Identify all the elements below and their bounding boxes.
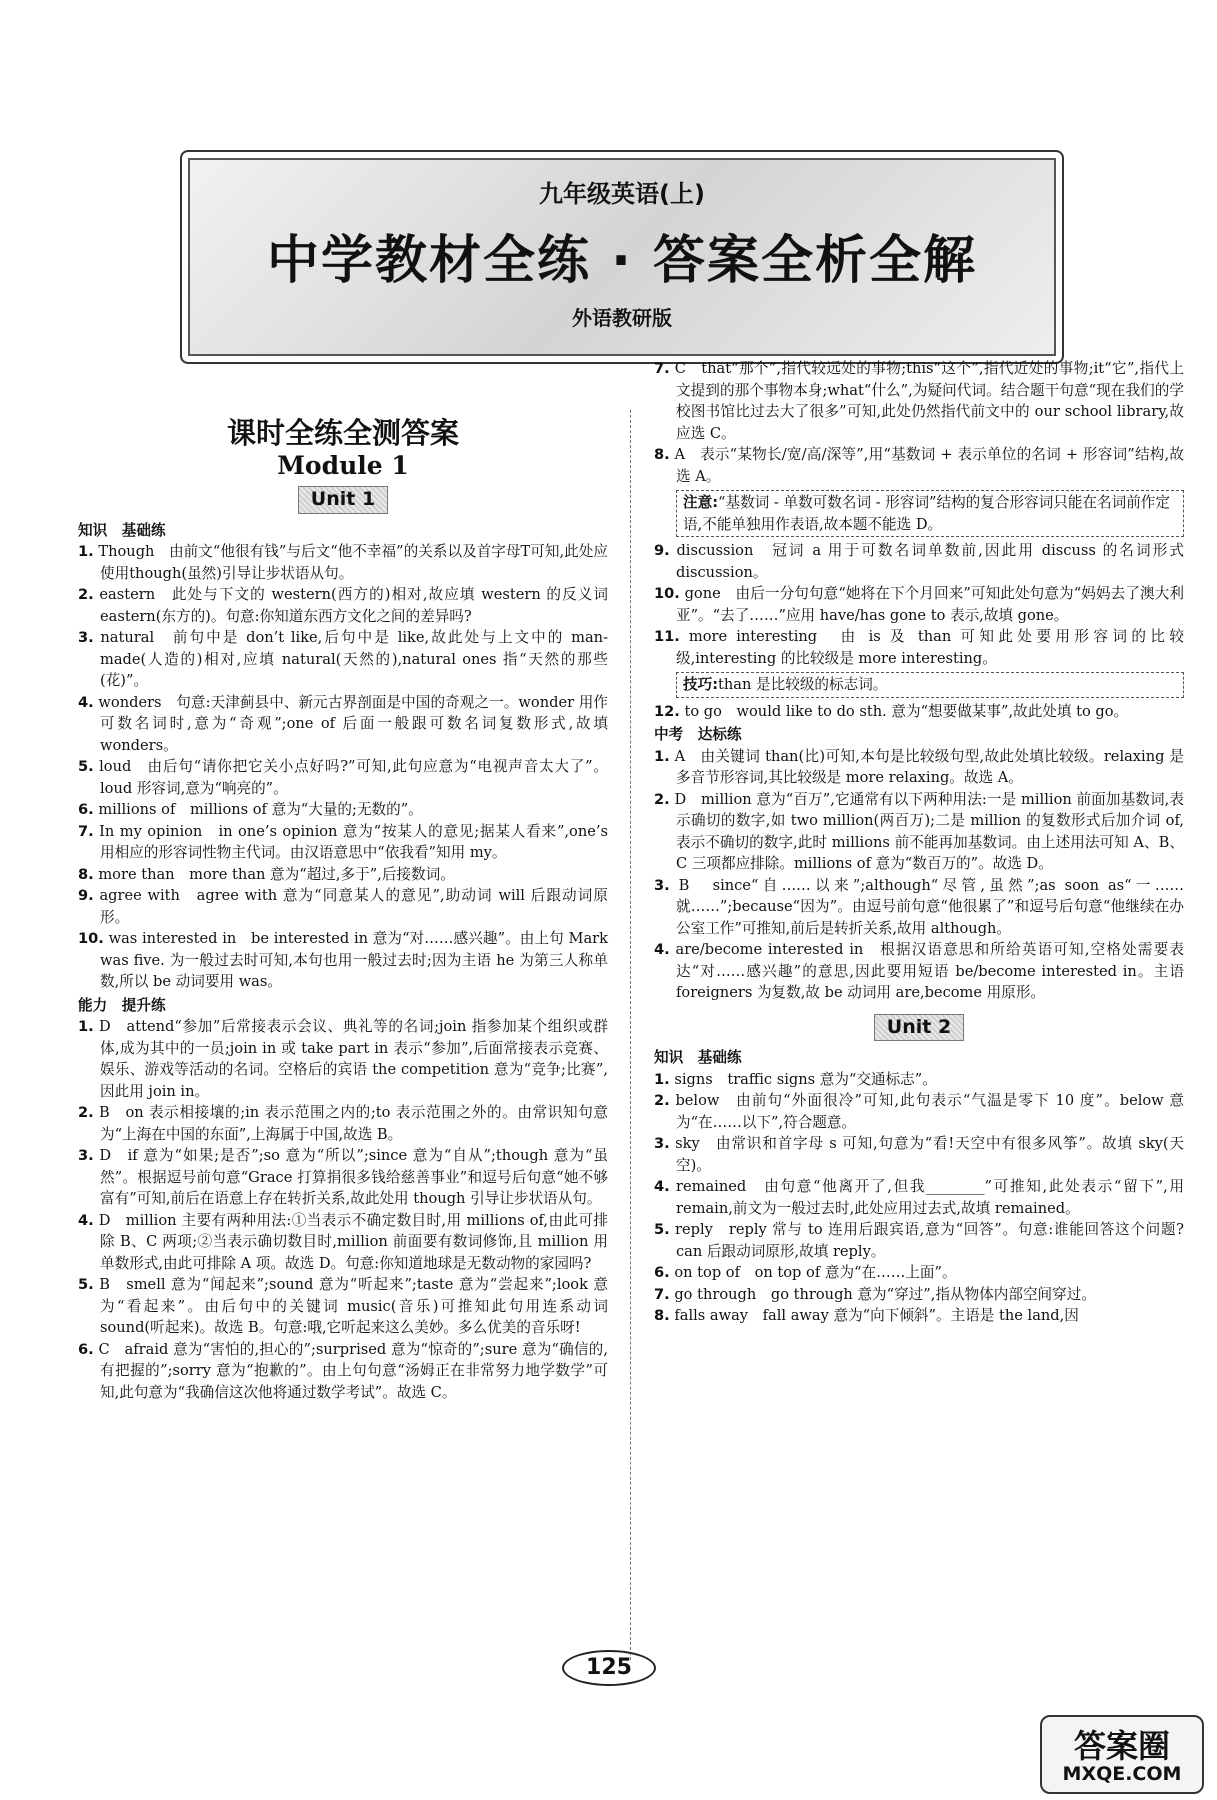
item-text: A 由关键词 than(比)可知,本句是比较级句型,故此处填比较级。relaxing 是多音节形容词,其比较级是 more relaxing。故选 A。 — [674, 747, 1185, 786]
item-number: 4. — [78, 1211, 94, 1229]
category-basic-2: 知识 基础练 — [654, 1049, 742, 1066]
watermark-url: MXQE.COM — [1062, 1763, 1182, 1785]
item-text: go through go through 意为“穿过”,指从物体内部空间穿过。 — [674, 1285, 1096, 1303]
book-title: 中学教材全练 · 答案全析全解 — [267, 231, 977, 291]
ability-list — [78, 1016, 608, 1403]
item-number: 2. — [78, 586, 94, 603]
list-item — [78, 1274, 608, 1339]
unit-2-heading: Unit 2 — [874, 1014, 964, 1042]
item-number: 6. — [654, 1264, 670, 1281]
basic2-list — [654, 1069, 1184, 1327]
item-number: 5. — [654, 1221, 670, 1238]
note-key: 注意: — [683, 494, 719, 511]
item-number: 8. — [654, 446, 670, 463]
item-text: was interested in be interested in 意为“对……感兴趣”。由上句 Mark was five. 为一般过去时可知,本句也用一般过去时;因为主语 he 为第三人称单数,所以 be 动词要用 was。 — [100, 930, 608, 990]
item-number: 2. — [78, 1104, 94, 1121]
list-item — [654, 626, 1184, 669]
item-text: C that“那个”,指代较远处的事物;this“这个”,指代近处的事物;it“它”,指代上文提到的那个事物本身;what“什么”,为疑问代词。结合题干句意“现在我们的学校图书馆比过去大了很多”可知,此处仍然指代前文中的 our school library,故应选 C。 — [674, 360, 1185, 442]
list-item — [654, 1262, 1184, 1284]
list-item — [654, 1090, 1184, 1133]
item-number: 12. — [654, 702, 680, 720]
item-number: 3. — [78, 1147, 94, 1164]
item-text: eastern 此处与下文的 western(西方的)相对,故应填 western 的反义词 eastern(东方的)。句意:你知道东西方文化之间的差异吗? — [99, 586, 609, 625]
item-text: millions of millions of 意为“大量的;无数的”。 — [98, 801, 423, 818]
list-item — [78, 928, 608, 993]
item-number: 8. — [654, 1307, 670, 1324]
item-number: 3. — [654, 1135, 670, 1152]
list-item — [654, 1219, 1184, 1262]
item-text: gone 由后一分句句意“她将在下个月回来”可知此处句意为“妈妈去了澳大利亚”。“去了……”应用 have/has gone to 表示,故填 gone。 — [676, 585, 1184, 624]
item-number: 3. — [78, 629, 94, 646]
item-text: reply reply 常与 to 连用后跟宾语,意为“回答”。句意:谁能回答这个问题? can 后跟动词原形,故填 reply。 — [675, 1221, 1185, 1260]
item-number: 9. — [654, 542, 670, 559]
tip-box-technique — [676, 672, 1184, 698]
item-number: 5. — [78, 758, 94, 775]
category-ability: 能力 提升练 — [78, 996, 166, 1014]
item-text: D million 意为“百万”,它通常有以下两种用法:一是 million 前面加基数词,表示确切的数字,如 two million(两百万);二是 million 的复数形式后加介词 of,表示不确切的数字,此时 millions 前不能再加基数词。由上述用法可知 A、B、C 三项都应排除。millions of 意为“数百万的”。故选 D。 — [674, 790, 1185, 872]
item-text: Though 由前文“他很有钱”与后文“他不幸福”的关系以及首字母T可知,此处应使用though(虽然)引导让步状语从句。 — [98, 543, 609, 582]
item-number: 10. — [654, 585, 680, 602]
item-number: 6. — [78, 1340, 94, 1358]
list-item — [78, 1210, 608, 1275]
item-text: are/become interested in 根据汉语意思和所给英语可知,空格处需要表达“对……感兴趣”的意思,因此要用短语 be/become interested in。主语 foreigners 为复数,故 be 动词用 are,become 用原形。 — [675, 941, 1184, 1001]
item-number: 1. — [654, 747, 670, 765]
column-divider — [630, 410, 631, 1660]
item-number: 4. — [654, 941, 670, 958]
item-text: D if 意为“如果;是否”;so 意为“所以”;since 意为“自从”;though 意为“虽然”。根据逗号前句意“Grace 打算捐很多钱给慈善事业”和逗号后句意“她不够富有”可知,前后在语意上存在转折关系,故此处用 though 引导让步状语从句。 — [99, 1147, 608, 1207]
item-text: A 表示“某物长/宽/高/深等”,用“基数词 + 表示单位的名词 + 形容词”结构,故选 A。 — [674, 446, 1184, 485]
tip-box-note — [676, 490, 1184, 537]
item-text: In my opinion in one’s opinion 意为“按某人的意见;据某人看来”,one’s 用相应的形容词性物主代词。由汉语意思中“依我看”知用 my。 — [99, 822, 608, 861]
list-item — [78, 627, 608, 692]
list-item — [654, 583, 1184, 626]
item-text: signs traffic signs 意为“交通标志”。 — [674, 1070, 937, 1088]
item-text: sky 由常识和首字母 s 可知,句意为“看!天空中有很多风筝”。故填 sky(天空)。 — [675, 1135, 1185, 1174]
list-item — [78, 864, 608, 886]
item-number: 1. — [78, 543, 94, 560]
item-number: 7. — [654, 1285, 670, 1303]
list-item — [654, 540, 1184, 583]
item-text: discussion 冠词 a 用于可数名词单数前,因此用 discuss 的名词形式 discussion。 — [676, 542, 1185, 581]
item-text: more interesting 由 is 及 than 可知此处要用形容词的比较级,interesting 的比较级是 more interesting。 — [676, 628, 1184, 667]
basic-list — [78, 541, 608, 993]
item-text: falls away fall away 意为“向下倾斜”。主语是 the land,因 — [674, 1307, 1079, 1324]
item-text: B smell 意为“闻起来”;sound 意为“听起来”;taste 意为“尝起来”;look 意为“看起来”。由后句中的关键词 music(音乐)可推知此句用连系动词 sound(听起来)。故选 B。句意:哦,它听起来这么美妙。多么优美的音乐呀! — [99, 1276, 608, 1336]
item-number: 7. — [654, 360, 670, 377]
exam-list — [654, 746, 1184, 1004]
top-list — [654, 358, 1184, 487]
category-exam: 中考 达标练 — [654, 726, 742, 743]
list-item — [654, 746, 1184, 789]
item-text: on top of on top of 意为“在……上面”。 — [674, 1264, 957, 1281]
title-banner — [180, 150, 1064, 364]
unit-1-heading: Unit 1 — [298, 486, 388, 514]
category-basic: 知识 基础练 — [78, 521, 166, 539]
list-item — [78, 885, 608, 928]
list-item — [78, 584, 608, 627]
list-item — [654, 1133, 1184, 1176]
list-item — [654, 701, 1184, 723]
list-item — [654, 875, 1184, 940]
item-number: 10. — [78, 930, 104, 947]
item-number: 6. — [78, 801, 94, 818]
item-text: C afraid 意为“害怕的,担心的”;surprised 意为“惊奇的”;sure 意为“确信的,有把握的”;sorry 意为“抱歉的”。由上句句意“汤姆正在非常努力地学数学”可知,此句意为“我确信这次他将通过数学考试”。故选 C。 — [98, 1340, 609, 1401]
list-item — [78, 1145, 608, 1210]
item-number: 9. — [78, 887, 94, 904]
module-heading: Module 1 — [277, 450, 409, 480]
list-item — [78, 821, 608, 864]
technique-key: 技巧: — [683, 676, 719, 693]
item-number: 4. — [654, 1178, 670, 1195]
list-item — [78, 1102, 608, 1145]
item-text: natural 前句中是 don’t like,后句中是 like,故此处与上文中的 man-made(人造的)相对,应填 natural(天然的),natural ones 指“天然的那些(花)”。 — [100, 629, 608, 689]
section-title: 课时全练全测答案 — [226, 416, 459, 450]
note-text: “基数词 - 单数可数名词 - 形容词”结构的复合形容词只能在名词前作定语,不能单独用作表语,故本题不能选 D。 — [683, 494, 1170, 533]
list-item — [78, 692, 608, 757]
watermark-text: 答案圈 — [1073, 1727, 1170, 1765]
item-text: D attend“参加”后常接表示会议、典礼等的名词;join 指参加某个组织或群体,成为其中的一员;join in 或 take part in 表示“参加”,后面常接表示竞赛、娱乐、游戏等活动的名词。空格后的宾语 the competition 意为“竞争;比赛”,因此用 join in。 — [98, 1018, 609, 1100]
item-number: 11. — [654, 628, 680, 645]
item-text: loud 由后句“请你把它关小点好吗?”可知,此句应意为“电视声音太大了”。loud 形容词,意为“响亮的”。 — [99, 758, 608, 797]
grade-label: 九年级英语(上) — [539, 180, 705, 208]
item-text: wonders 句意:天津蓟县中、新元古界剖面是中国的奇观之一。wonder 用作可数名词时,意为“奇观”;one of 后面一般跟可数名词复数形式,故填 wonders。 — [98, 693, 609, 754]
list-item — [654, 1305, 1184, 1327]
left-column — [78, 415, 608, 1403]
list-item — [78, 1016, 608, 1102]
item-number: 2. — [654, 790, 670, 808]
item-text: to go would like to do sth. 意为“想要做某事”,故此处填 to go。 — [684, 702, 1129, 720]
list-item — [78, 799, 608, 821]
item-number: 1. — [654, 1070, 670, 1088]
item-number: 1. — [78, 1018, 94, 1035]
technique-text: than 是比较级的标志词。 — [718, 676, 888, 693]
item-number: 2. — [654, 1092, 670, 1109]
item-text: more than more than 意为“超过,多于”,后接数词。 — [98, 865, 455, 883]
list-item — [654, 789, 1184, 875]
list-item — [78, 756, 608, 799]
list-item — [654, 444, 1184, 487]
item-number: 5. — [78, 1276, 94, 1293]
item-text: agree with agree with 意为“同意某人的意见”,助动词 will 后跟动词原形。 — [99, 887, 608, 926]
item-number: 8. — [78, 865, 94, 883]
list-item — [654, 358, 1184, 444]
right-column — [654, 358, 1184, 1327]
mid-list — [654, 540, 1184, 669]
item-text: B on 表示相接壤的;in 表示范围之内的;to 表示范围之外的。由常识知句意为“上海在中国的东面”,上海属于中国,故选 B。 — [98, 1104, 609, 1143]
watermark-logo — [1040, 1715, 1204, 1794]
list-item — [654, 1284, 1184, 1306]
item-text: B since“自……以来”;although“尽管,虽然”;as soon as“一……就……”;because“因为”。由逗号前句意“他很累了”和逗号后句意“他继续在办公室工作”可推知,前后是转折关系,故用 although。 — [676, 876, 1185, 937]
item-text: D million 主要有两种用法:①当表示不确定数目时,用 millions of,由此可排除 B、C 两项;②当表示确切数目时,million 前面要有数词修饰,且 million 用单数形式,由此可排除 A 项。故选 D。句意:你知道地球是无数动物的家园吗? — [98, 1211, 609, 1272]
edition-label: 外语教研版 — [572, 306, 672, 330]
item-number: 4. — [78, 693, 94, 711]
list-item — [654, 1176, 1184, 1219]
list-item — [654, 939, 1184, 1004]
list-item — [78, 1339, 608, 1404]
page-number: 125 — [562, 1650, 656, 1686]
list-item — [654, 1069, 1184, 1091]
item-number: 7. — [78, 822, 94, 840]
item-text: remained 由句意“他离开了,但我________”可推知,此处表示“留下”,用 remain,前文为一般过去时,此处应用过去式,故填 remained。 — [676, 1178, 1184, 1217]
item-text: below 由前句“外面很冷”可知,此句表示“气温是零下 10 度”。below 意为“在……以下”,符合题意。 — [675, 1092, 1184, 1131]
list-item — [78, 541, 608, 584]
item-number: 3. — [654, 876, 670, 894]
